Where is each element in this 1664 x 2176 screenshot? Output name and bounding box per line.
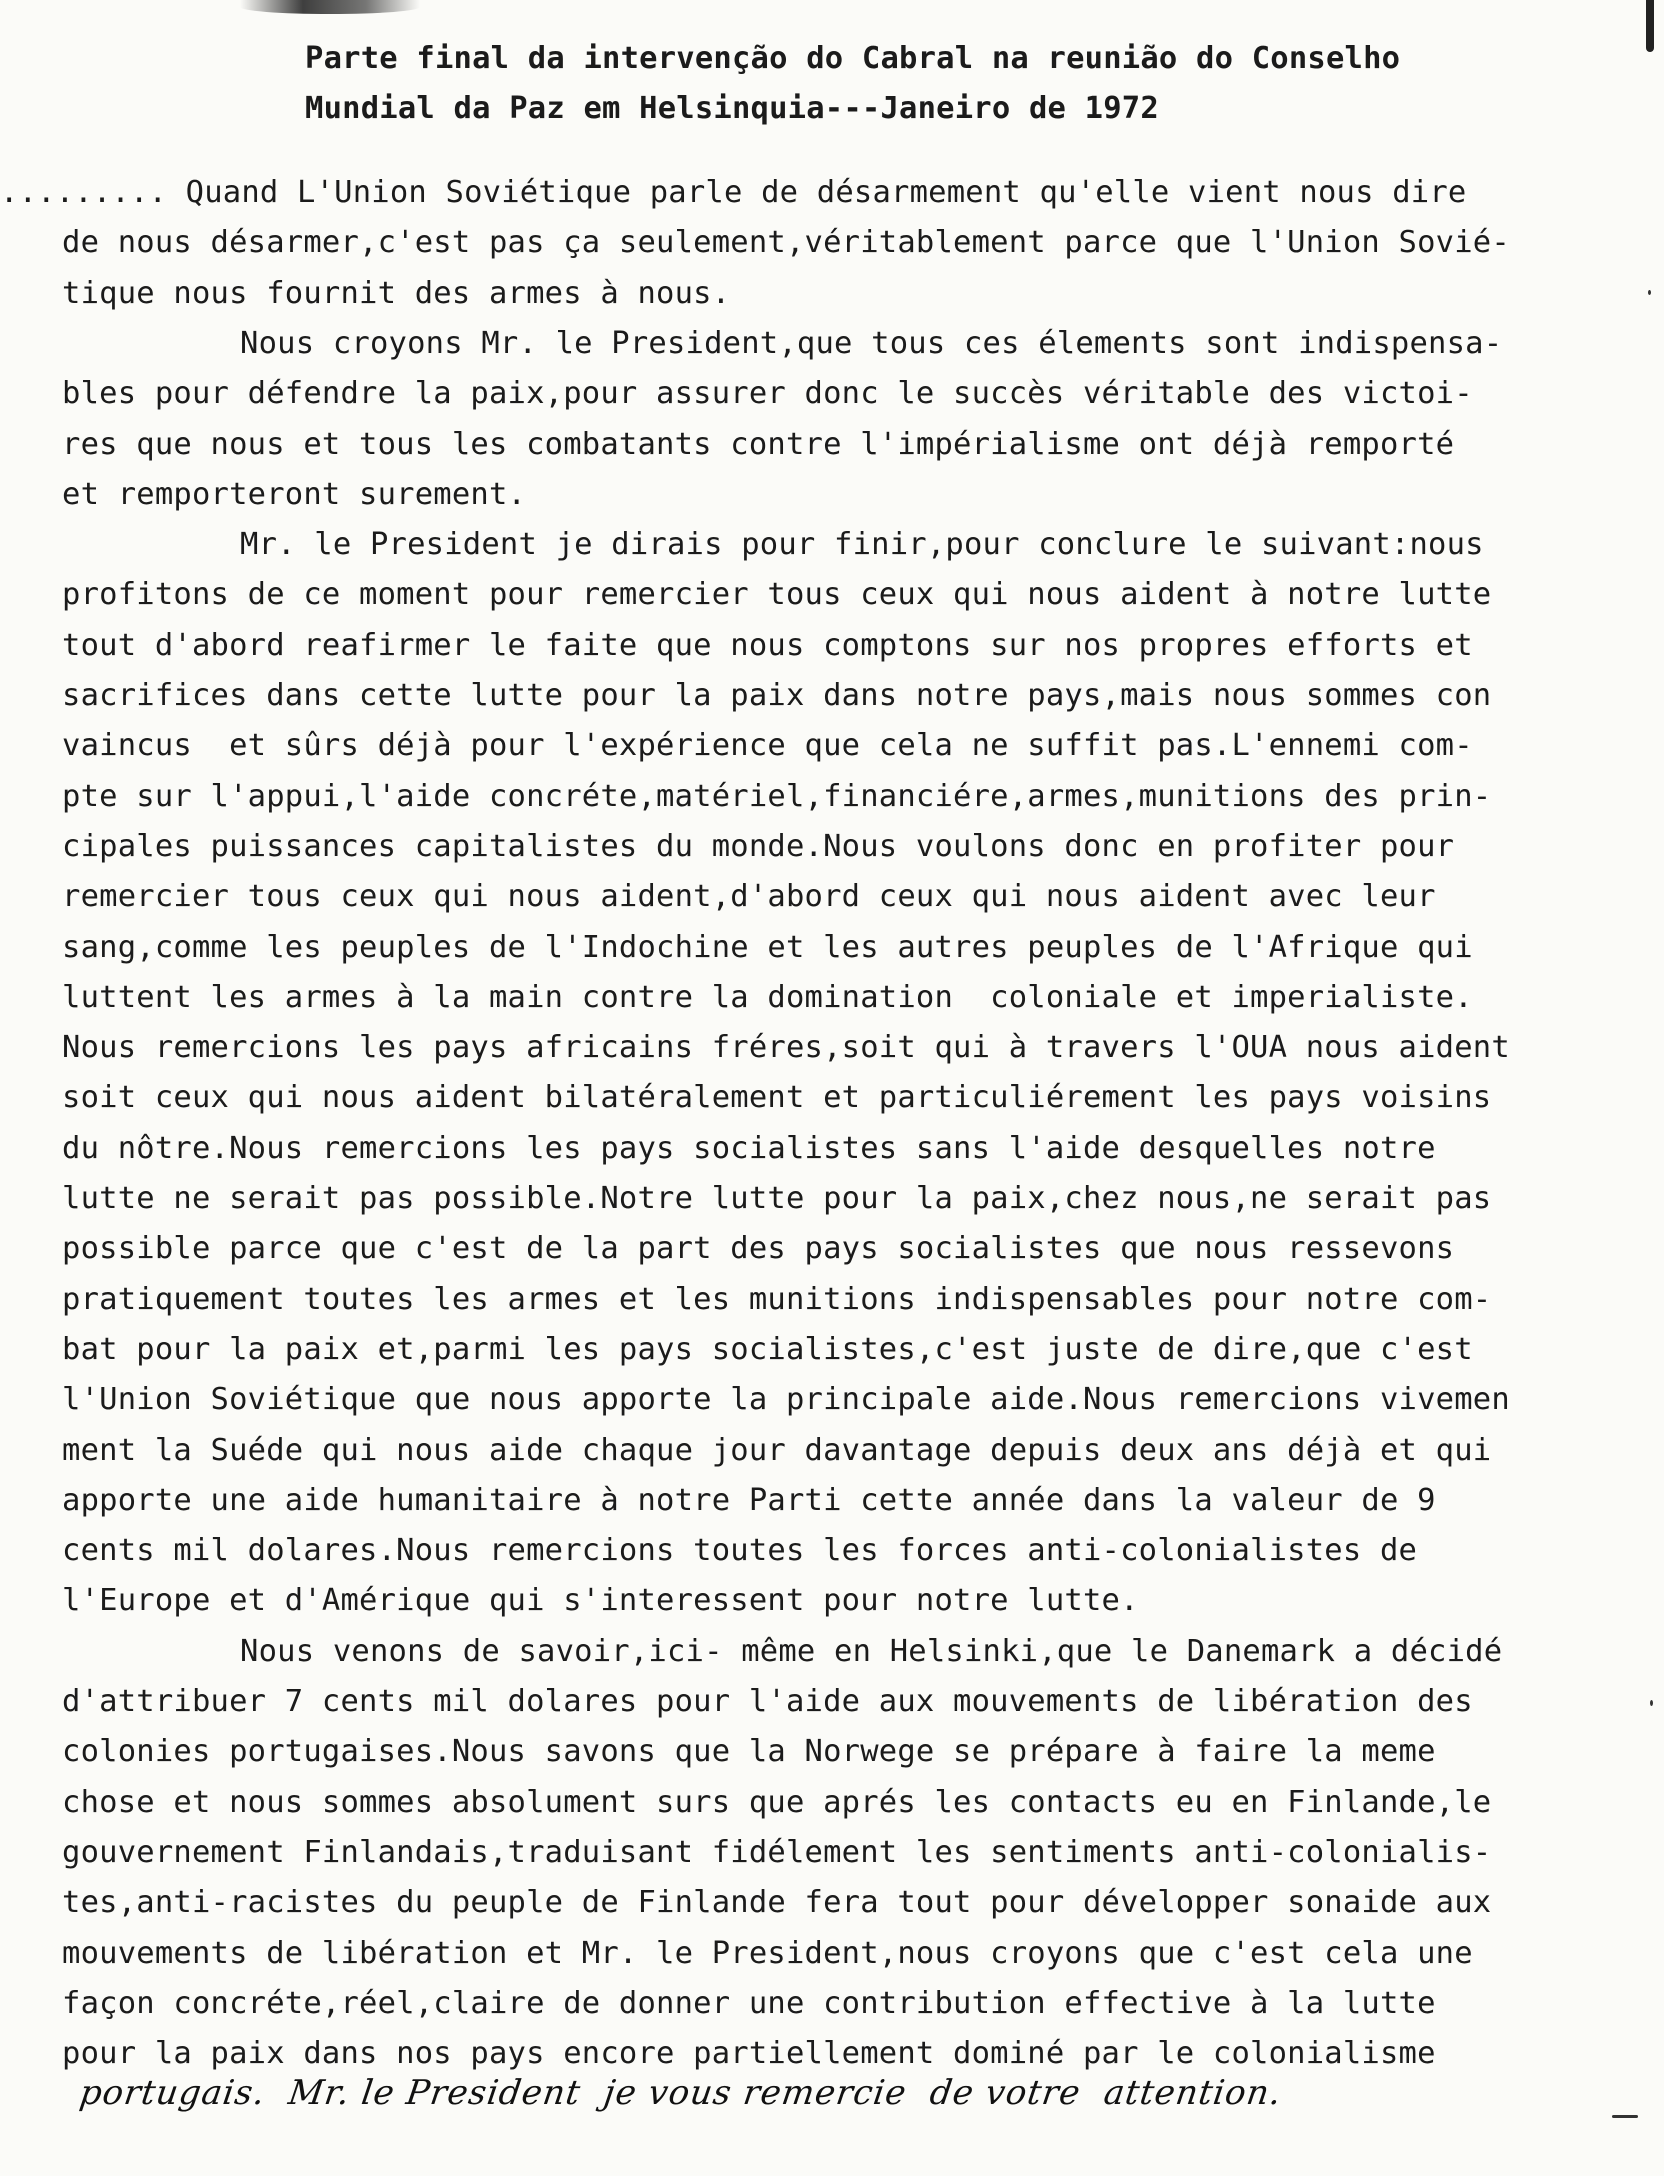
body-line: gouvernement Finlandais,traduisant fidélement les sentiments anti-colonialis- bbox=[62, 1834, 1492, 1870]
scan-smudge bbox=[240, 0, 420, 14]
scan-dust bbox=[1612, 2115, 1638, 2118]
body-line: bat pour la paix et,parmi les pays socialistes,c'est juste de dire,que c'est bbox=[62, 1331, 1473, 1367]
heading-line-2: Mundial da Paz em Helsinquia---Janeiro de 1972 bbox=[305, 91, 1159, 126]
body-line: vaincus et sûrs déjà pour l'expérience que cela ne suffit pas.L'ennemi com- bbox=[62, 728, 1473, 764]
body-line: ......... Quand L'Union Soviétique parle de désarmement qu'elle vient nous dire bbox=[0, 175, 1467, 210]
handwritten-closing: portugais. Mr. le President je vous remercie de votre attention. bbox=[77, 2073, 1285, 2113]
body-line: luttent les armes à la main contre la domination coloniale et imperialiste. bbox=[62, 979, 1473, 1015]
document-heading bbox=[305, 34, 1605, 134]
body-line: colonies portugaises.Nous savons que la Norwege se prépare à faire la meme bbox=[62, 1734, 1436, 1770]
body-line: Nous croyons Mr. le President,que tous ces élements sont indispensa- bbox=[240, 325, 1503, 361]
body-line: Nous remercions les pays africains fréres,soit qui à travers l'OUA nous aident bbox=[62, 1030, 1510, 1066]
body-line: soit ceux qui nous aident bilatéralement et particuliérement les pays voisins bbox=[62, 1080, 1492, 1116]
body-line: possible parce que c'est de la part des pays socialistes que nous ressevons bbox=[62, 1231, 1455, 1267]
body-line: pte sur l'appui,l'aide concréte,matériel,financiére,armes,munitions des prin- bbox=[62, 778, 1492, 814]
body-line: Nous venons de savoir,ici- même en Helsinki,que le Danemark a décidé bbox=[240, 1633, 1503, 1669]
body-line: tout d'abord reafirmer le faite que nous comptons sur nos propres efforts et bbox=[62, 627, 1473, 663]
body-line: de nous désarmer,c'est pas ça seulement,véritablement parce que l'Union Sovié- bbox=[62, 225, 1510, 261]
body-line: tes,anti-racistes du peuple de Finlande fera tout pour développer sonaide aux bbox=[62, 1885, 1492, 1921]
body-line: res que nous et tous les combatants contre l'impérialisme ont déjà remporté bbox=[62, 426, 1455, 462]
body-line: chose et nous sommes absolument surs que aprés les contacts eu en Finlande,le bbox=[62, 1784, 1492, 1820]
heading-line-1: Parte final da intervenção do Cabral na reunião do Conselho bbox=[305, 41, 1401, 76]
body-line: bles pour défendre la paix,pour assurer donc le succès véritable des victoi- bbox=[62, 376, 1473, 412]
body-line: apporte une aide humanitaire à notre Parti cette année dans la valeur de 9 bbox=[62, 1482, 1436, 1518]
scan-dust bbox=[1648, 290, 1651, 295]
body-line: pratiquement toutes les armes et les munitions indispensables pour notre com- bbox=[62, 1281, 1492, 1317]
scan-dust bbox=[1650, 1700, 1653, 1706]
body-line: sacrifices dans cette lutte pour la paix dans notre pays,mais nous sommes con bbox=[62, 678, 1492, 713]
body-line: cipales puissances capitalistes du monde.Nous voulons donc en profiter pour bbox=[62, 828, 1455, 864]
body-line: pour la paix dans nos pays encore partiellement dominé par le colonialisme bbox=[62, 2036, 1436, 2072]
body-line: ment la Suéde qui nous aide chaque jour davantage depuis deux ans déjà et qui bbox=[62, 1432, 1492, 1468]
body-line: cents mil dolares.Nous remercions toutes les forces anti-colonialistes de bbox=[62, 1533, 1418, 1569]
body-line: Mr. le President je dirais pour finir,pour conclure le suivant:nous bbox=[240, 527, 1484, 563]
scan-edge-mark bbox=[1646, 0, 1654, 52]
body-line: du nôtre.Nous remercions les pays socialistes sans l'aide desquelles notre bbox=[62, 1130, 1436, 1166]
body-line: l'Europe et d'Amérique qui s'interessent pour notre lutte. bbox=[62, 1583, 1139, 1619]
body-line: d'attribuer 7 cents mil dolares pour l'aide aux mouvements de libération des bbox=[62, 1684, 1473, 1719]
body-line: profitons de ce moment pour remercier tous ceux qui nous aident à notre lutte bbox=[62, 577, 1492, 613]
body-line: lutte ne serait pas possible.Notre lutte pour la paix,chez nous,ne serait pas bbox=[62, 1181, 1492, 1216]
body-line: façon concréte,réel,claire de donner une contribution effective à la lutte bbox=[62, 1985, 1436, 2021]
body-line: et remporteront surement. bbox=[62, 476, 527, 512]
body-line: remercier tous ceux qui nous aident,d'abord ceux qui nous aident avec leur bbox=[62, 879, 1436, 915]
body-line: mouvements de libération et Mr. le President,nous croyons que c'est cela une bbox=[62, 1935, 1473, 1971]
body-line: tique nous fournit des armes à nous. bbox=[62, 275, 731, 311]
body-line: sang,comme les peuples de l'Indochine et les autres peuples de l'Afrique qui bbox=[62, 929, 1473, 965]
body-line: l'Union Soviétique que nous apporte la principale aide.Nous remercions vivemen bbox=[62, 1382, 1510, 1418]
